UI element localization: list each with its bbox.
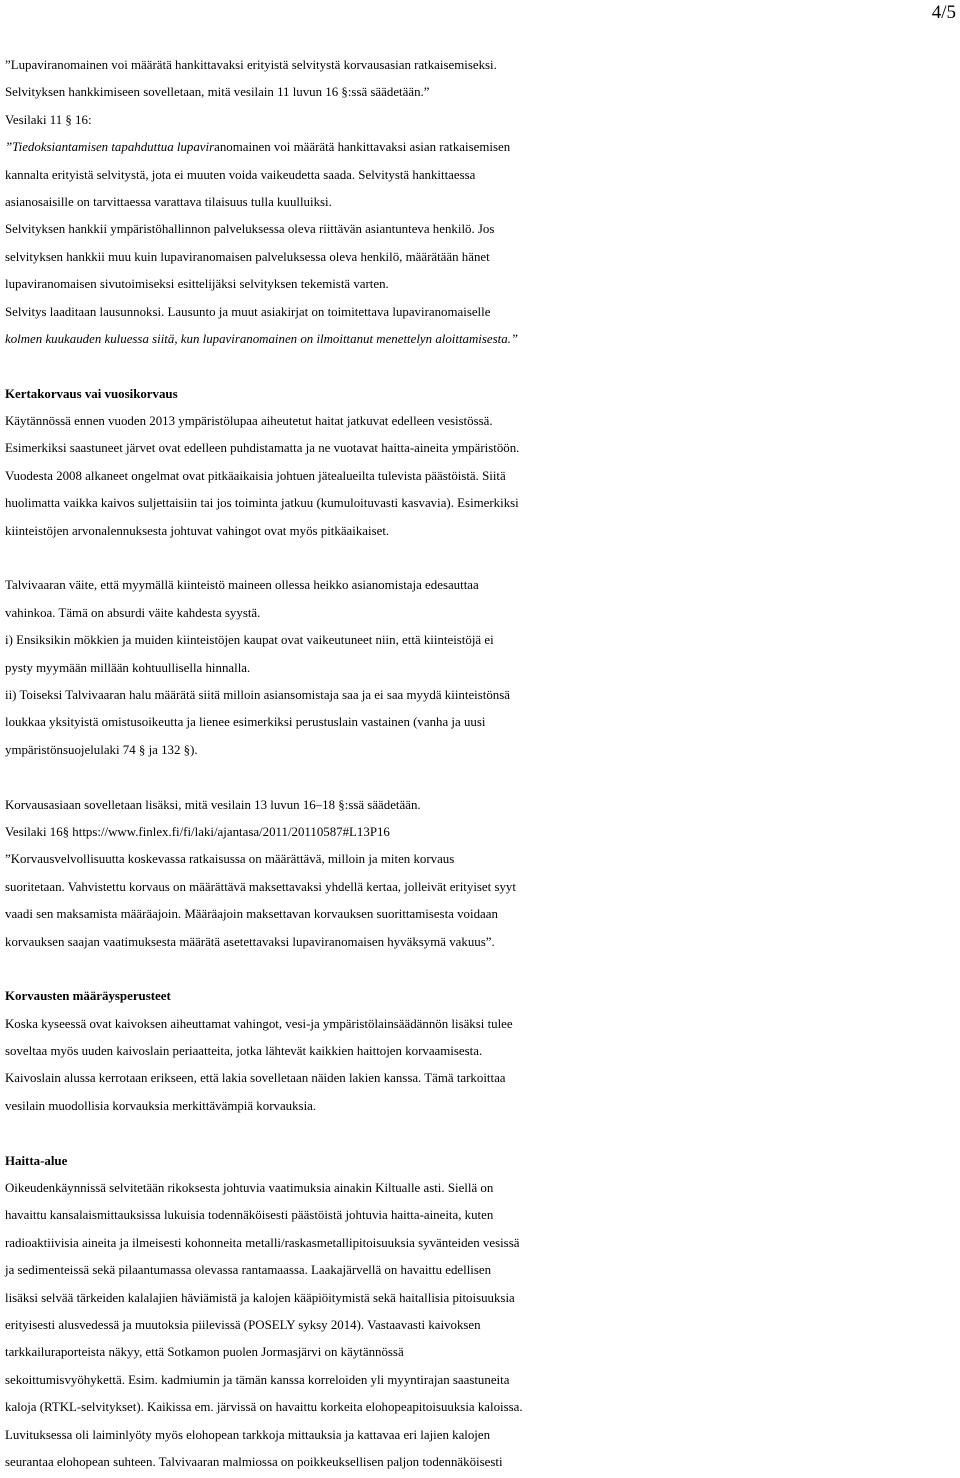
text-line: Luvituksessa oli laiminlyöty myös elohopean tarkkoja mittauksia ja kattavaa eri lajien kalojen [5, 1427, 491, 1442]
text-line: radioaktiivisia aineita ja ilmeisesti kohonneita metalli/raskasmetallipitoisuuksia syvänteiden vesissä [5, 1235, 520, 1250]
law-quote-line: lupaviranomaisen sivutoimiseksi esittelijäksi selvityksen tekemistä varten. [5, 277, 389, 292]
italic-text: kolmen kuukauden kuluessa siitä, kun lupaviranomainen on ilmoittanut menettelyn aloittamisesta.” [5, 331, 519, 346]
text-line: erityisesti alusvedessä ja muutoksia piilevissä (POSELY syksy 2014). Vastaavasti kaivoksen [5, 1317, 481, 1332]
text-line: seurantaa elohopean suhteen. Talvivaaran malmiossa on poikkeuksellisen paljon todennäköisesti [5, 1454, 503, 1469]
text-line: kaloja (RTKL-selvitykset). Kaikissa em. järvissä on havaittu korkeita elohopeapitoisuuksia kaloissa. [5, 1400, 523, 1415]
text-line: ja sedimenteissä sekä pilaantumassa olevassa rantamaassa. Laakajärvellä on havaittu edellisen [5, 1263, 492, 1278]
text-line: Käytännössä ennen vuoden 2013 ympäristölupaa aiheutetut haitat jatkuvat edelleen vesistössä. [5, 414, 493, 429]
text-line: sekoittumisvyöhykettä. Esim. kadmiumin ja tämän kanssa korreloiden yli myyntirajan saastuneita [5, 1372, 510, 1387]
italic-text: ”Tiedoksiantamisen tapahduttua lupavir [5, 140, 215, 155]
text-line: Vesilaki 11 § 16: [5, 112, 92, 127]
text-line: Vuodesta 2008 alkaneet ongelmat ovat pitkäaikaisia johtuen jätealueilta tulevista päästöistä. Siitä [5, 468, 506, 483]
law-quote-line: selvityksen hankkii muu kuin lupaviranomaisen palveluksessa oleva henkilö, määrätään hänet [5, 249, 490, 264]
text-line: Talvivaaran väite, että myymällä kiinteistö maineen ollessa heikko asianomistaja edesauttaa [5, 578, 479, 593]
law-quote-line [5, 134, 957, 161]
text-line: huolimatta vaikka kaivos suljettaisiin tai jos toiminta jatkuu (kumuloituvasti kasvavia). Esimerkiksi [5, 496, 519, 511]
text-line: vahinkoa. Tämä on absurdi väite kahdesta syystä. [5, 605, 261, 620]
law-quote-line: suoritetaan. Vahvistettu korvaus on määrättävä maksettavaksi yhdellä kertaa, jolleivät erityiset syyt [5, 879, 516, 894]
page-number: 4/5 [931, 2, 956, 23]
text-line: Selvityksen hankkimiseen sovelletaan, mitä vesilain 11 luvun 16 §:ssä säädetään.” [5, 85, 430, 100]
text-line: ii) Toiseksi Talvivaaran halu määrätä siitä milloin asiansomistaja saa ja ei saa myydä kiinteistönsä [5, 687, 510, 702]
text-line: pysty myymään millään kohtuullisella hinnalla. [5, 660, 251, 675]
text-line: ympäristönsuojelulaki 74 § ja 132 §). [5, 742, 198, 757]
text-line: i) Ensiksikin mökkien ja muiden kiinteistöjen kaupat ovat vaikeutuneet niin, että kiinteistöjä ei [5, 633, 494, 648]
section-heading: Kertakorvaus vai vuosikorvaus [5, 386, 178, 401]
text-line: loukkaa yksityistä omistusoikeutta ja lienee esimerkiksi perustuslain vastainen (vanha ja uusi [5, 715, 486, 730]
text-line: havaittu kansalaismittauksissa lukuisia todennäköisesti päästöistä johtuvia haitta-aineita, kuten [5, 1208, 494, 1223]
text-line: Korvausasiaan sovelletaan lisäksi, mitä vesilain 13 luvun 16–18 §:ssä säädetään. [5, 797, 421, 812]
text-line: lisäksi selvää tärkeiden kalalajien häviämistä ja kalojen kääpiöitymistä sekä haitallisia pitoisuuksia [5, 1290, 515, 1305]
law-quote-line: Selvityksen hankkii ympäristöhallinnon palveluksessa oleva riittävän asiantunteva henkilö. Jos [5, 222, 495, 237]
text-line: Esimerkiksi saastuneet järvet ovat edelleen puhdistamatta ja ne vuotavat haitta-aineita ympäristöön. [5, 441, 520, 456]
law-quote-line: asianosaisille on tarvittaessa varattava tilaisuus tulla kuulluiksi. [5, 194, 332, 209]
text-line: Koska kyseessä ovat kaivoksen aiheuttamat vahingot, vesi-ja ympäristölainsäädännön lisäksi tulee [5, 1016, 513, 1031]
text-line: Kaivoslain alussa kerrotaan erikseen, että lakia sovelletaan näiden lakien kanssa. Tämä tarkoittaa [5, 1071, 506, 1086]
text-line: kiinteistöjen arvonalennuksesta johtuvat vahingot ovat myös pitkäaikaiset. [5, 523, 390, 538]
law-quote-line: Selvitys laaditaan lausunnoksi. Lausunto ja muut asiakirjat on toimitettava lupaviranomaiselle [5, 304, 491, 319]
text-line: Vesilaki 16§ https://www.finlex.fi/fi/laki/ajantasa/2011/20110587#L13P16 [5, 824, 390, 839]
section-heading: Korvausten määräysperusteet [5, 989, 171, 1004]
law-quote-line: vaadi sen maksamista määräajoin. Määräajoin maksettavan korvauksen suorittamisesta voidaan [5, 907, 498, 922]
text-line: ”Lupaviranomainen voi määrätä hankittavaksi erityistä selvitystä korvausasian ratkaisemiseksi. [5, 58, 497, 72]
document-body [5, 52, 957, 1476]
law-quote-line: korvauksen saajan vaatimuksesta määrätä asetettavaksi lupaviranomaisen hyväksymä vakuus”. [5, 934, 495, 949]
text-span: anomainen voi määrätä hankittavaksi asian ratkaisemisen [214, 140, 511, 155]
text-line: vesilain muodollisia korvauksia merkittävämpiä korvauksia. [5, 1098, 317, 1113]
text-line: soveltaa myös uuden kaivoslain periaatteita, jotka lähtevät kaikkien haittojen korvaamisesta. [5, 1044, 483, 1059]
text-line: Oikeudenkäynnissä selvitetään rikoksesta johtuvia vaatimuksia ainakin Kiltualle asti. Siellä on [5, 1181, 494, 1196]
law-quote-line: ”Korvausvelvollisuutta koskevassa ratkaisussa on määrättävä, milloin ja miten korvaus [5, 852, 455, 867]
law-quote-line [5, 326, 957, 353]
text-line: tarkkailuraporteista näkyy, että Sotkamon puolen Jormasjärvi on käytännössä [5, 1345, 404, 1360]
section-heading: Haitta-alue [5, 1153, 68, 1168]
law-quote-line: kannalta erityistä selvitystä, jota ei muuten voida vaikeudetta saada. Selvitystä hankittaessa [5, 167, 476, 182]
